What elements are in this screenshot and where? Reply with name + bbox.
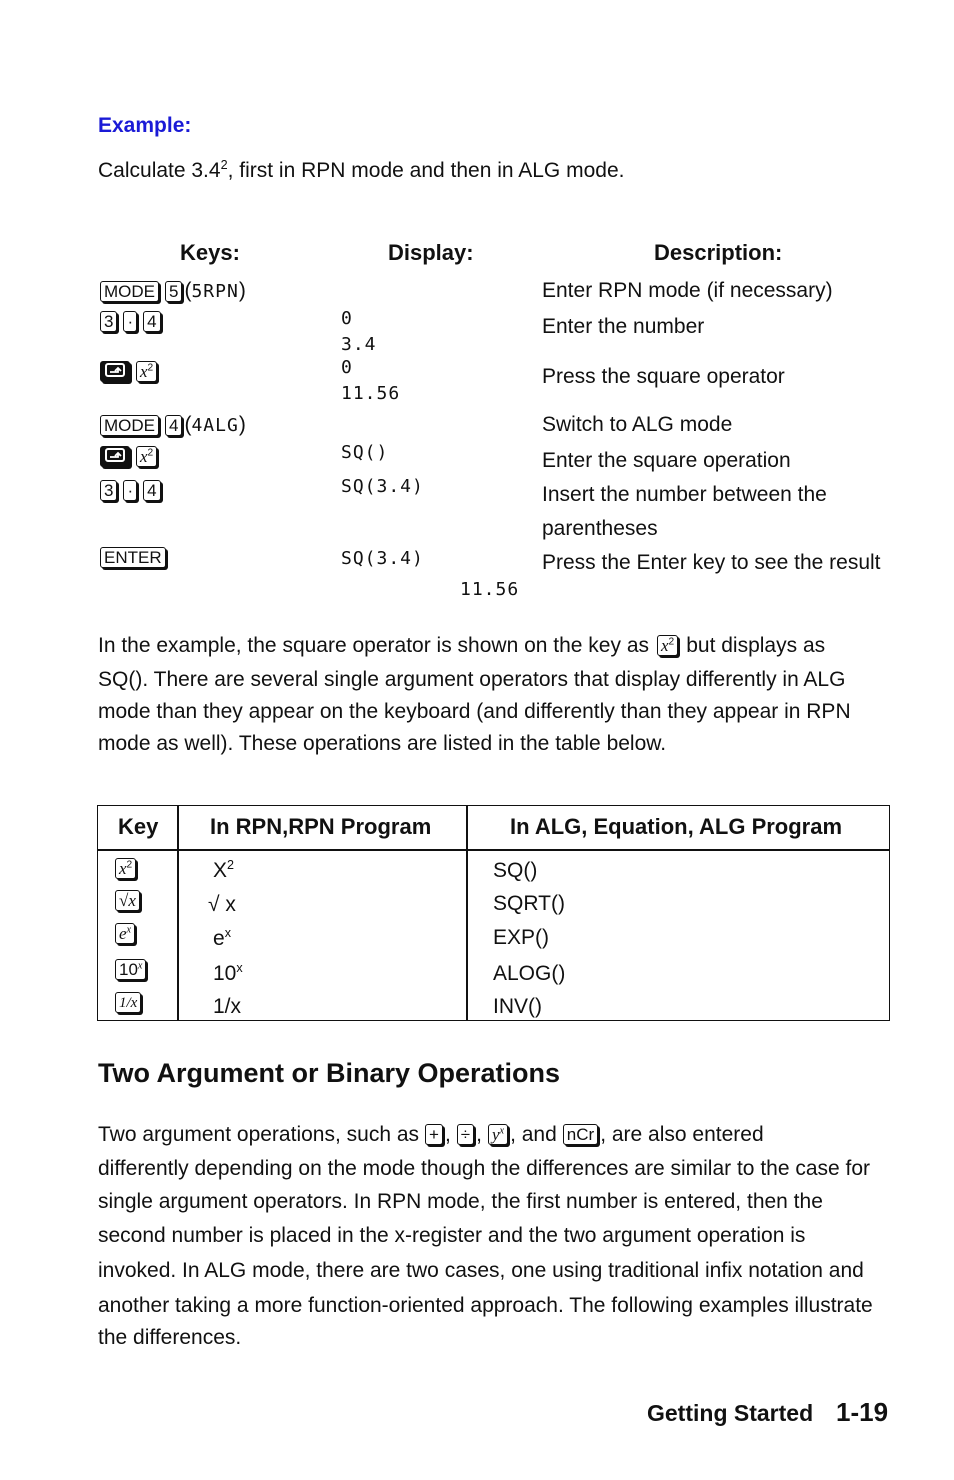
right-shift-key[interactable]	[100, 361, 130, 382]
three-key[interactable]: 3	[100, 480, 117, 501]
display-header: Display:	[388, 240, 474, 265]
desc-row-2: Enter the number	[542, 315, 705, 338]
display-row-3b: 11.56	[341, 383, 401, 404]
alg-cell-5: INV()	[493, 995, 542, 1018]
inverse-key[interactable]: 1/x	[115, 992, 141, 1013]
alg-cell-1: SQ()	[493, 859, 538, 882]
operators-table	[97, 805, 890, 1021]
para2-line2: differently depending on the mode though the differences are similar to the case for	[98, 1157, 871, 1180]
para2-line5: invoked. In ALG mode, there are two cases, one using traditional infix notation and	[98, 1259, 864, 1282]
four-key[interactable]: 4	[143, 480, 160, 501]
alg-cell-3: EXP()	[493, 926, 550, 949]
rpn-cell-3: $e^x$	[213, 926, 231, 950]
right-shift-key[interactable]	[100, 446, 130, 467]
display-row-2a: 0	[341, 308, 353, 329]
enter-key[interactable]: ENTER	[100, 547, 166, 568]
intro-text: Calculate $3.4^2$, first in RPN mode and then in ALG mode.	[98, 158, 625, 182]
three-key[interactable]: 3	[100, 311, 117, 332]
section-title: Two Argument or Binary Operations	[98, 1058, 561, 1088]
para1-line2: SQ(). There are several single argument operators that display differently in ALG	[98, 668, 846, 691]
page-number: 1-19	[836, 1397, 889, 1427]
sqrt-key[interactable]: √x	[115, 890, 140, 911]
keys-row-5	[100, 446, 157, 467]
keys-row-3	[100, 361, 157, 382]
square-key[interactable]: $x^2$	[136, 361, 157, 382]
table-header-alg: In ALG, Equation, ALG Program	[510, 814, 843, 839]
square-key[interactable]: $x^2$	[136, 446, 157, 467]
desc-row-4: Switch to ALG mode	[542, 413, 733, 436]
display-row-5: SQ()	[341, 442, 389, 463]
rpn-cell-5: 1/x	[213, 995, 242, 1018]
four-key[interactable]: 4	[143, 311, 160, 332]
square-key[interactable]: $x^2$	[657, 635, 678, 656]
mode-key[interactable]: MODE	[100, 281, 159, 302]
rpn-cell-1: $X^2$	[213, 858, 235, 882]
display-row-6: SQ(3.4)	[341, 476, 424, 497]
keys-row-7	[100, 547, 166, 568]
alog-key[interactable]: 10$^x$	[115, 959, 146, 980]
display-row-7a: SQ(3.4)	[341, 548, 424, 569]
alg-cell-2: SQRT()	[493, 892, 565, 915]
alg-cell-4: ALOG()	[493, 962, 566, 985]
para2-line7: the differences.	[98, 1326, 242, 1349]
desc-row-5: Enter the square operation	[542, 449, 791, 472]
display-row-3a: 0	[341, 357, 353, 378]
para1-line1: In the example, the square operator is shown on the key as $x^2$ but displays as	[98, 634, 826, 657]
keys-row-2	[100, 311, 161, 332]
desc-row-1: Enter RPN mode (if necessary)	[542, 279, 833, 302]
para2-line3: single argument operators. In RPN mode, the first number is entered, then the	[98, 1190, 823, 1213]
description-header: Description:	[654, 240, 783, 265]
display-row-2b: 3.4	[341, 334, 377, 355]
mode-key[interactable]: MODE	[100, 415, 159, 436]
footer-section: Getting Started	[647, 1400, 814, 1426]
table-header-rpn: In RPN,RPN Program	[210, 814, 432, 839]
right-shift-icon	[104, 363, 126, 377]
desc-row-6a: Insert the number between the	[542, 483, 827, 506]
display-row-7b: 11.56	[460, 579, 520, 600]
desc-row-3: Press the square operator	[542, 365, 785, 388]
desc-row-7: Press the Enter key to see the result	[542, 551, 881, 574]
keys-row-4: MODE 4 (4ALG)	[100, 414, 246, 436]
rpn-mode-readout: 5RPN	[191, 281, 239, 302]
ncr-key[interactable]: nCr	[563, 1124, 598, 1145]
plus-key[interactable]: +	[425, 1124, 443, 1145]
rpn-cell-4: 10$^x$	[213, 961, 243, 985]
para1-line3: mode than they appear on the keyboard (and differently than they appear in RPN	[98, 700, 851, 723]
para1-line4: mode as well). These operations are listed in the table below.	[98, 732, 667, 755]
right-shift-icon	[104, 448, 126, 462]
five-key[interactable]: 5	[165, 281, 182, 302]
example-label: Example:	[98, 114, 192, 137]
keys-row-6	[100, 480, 161, 501]
dot-key[interactable]: ·	[123, 311, 137, 332]
alg-mode-readout: 4ALG	[191, 415, 239, 436]
divide-key[interactable]: ÷	[457, 1124, 474, 1145]
rpn-cell-2: √ x	[208, 893, 236, 916]
table-header-key: Key	[118, 814, 159, 839]
desc-row-6b: parentheses	[542, 517, 658, 540]
exp-key[interactable]: $e^x$	[115, 923, 135, 944]
para2-line4: second number is placed in the x-register and the two argument operation is	[98, 1224, 806, 1247]
square-key[interactable]: $x^2$	[115, 858, 136, 879]
para2-line6: another taking a more function-oriented approach. The following examples illustrate	[98, 1294, 873, 1317]
four-key[interactable]: 4	[165, 415, 182, 436]
para2-line1: Two argument operations, such as + , ÷ , $y^x$ , and nCr , are also entered	[98, 1123, 764, 1146]
power-key[interactable]: $y^x$	[488, 1124, 508, 1145]
dot-key[interactable]: ·	[123, 480, 137, 501]
keys-header: Keys:	[180, 240, 240, 265]
keys-row-1: MODE 5 (5RPN)	[100, 280, 246, 302]
